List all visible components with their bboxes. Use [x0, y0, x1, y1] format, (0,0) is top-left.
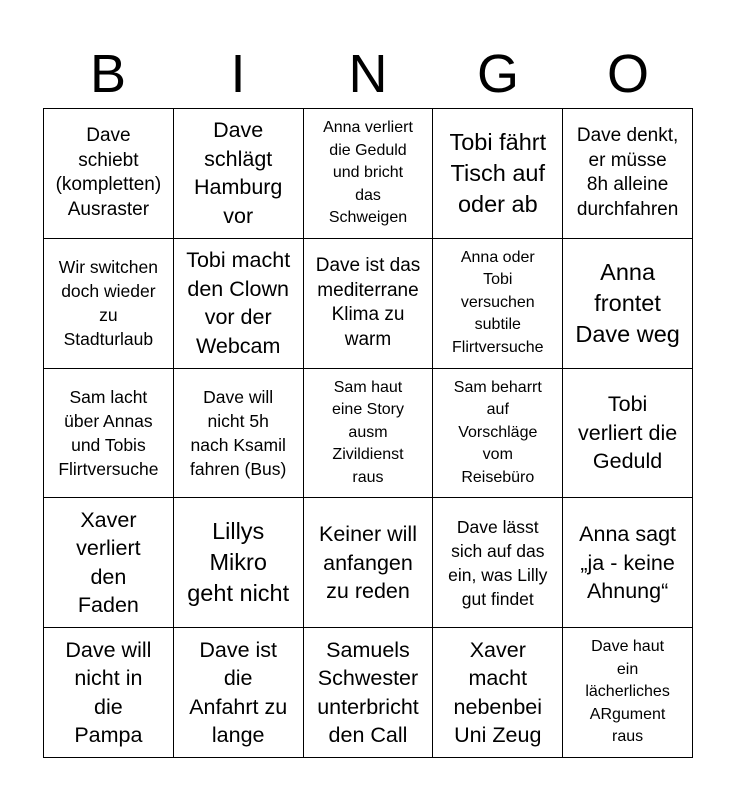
cell-text: Dave lässt sich auf das ein, was Lilly gut findet [448, 516, 548, 609]
cell-text: Sam haut eine Story ausm Zivildienst raus [331, 378, 405, 486]
cell-text: Anna verliert die Geduld und bricht das Schweigen [323, 119, 413, 227]
cell-text: Lillys Mikro geht nicht [187, 518, 290, 607]
bingo-cell[interactable] [304, 369, 434, 499]
cell-text: Dave denkt, er müsse 8h alleine durchfahren [576, 125, 679, 220]
bingo-cell[interactable] [433, 109, 563, 239]
cell-text: Dave haut ein lächerliches ARgument raus [585, 638, 670, 746]
bingo-cell[interactable] [174, 109, 304, 239]
cell-text: Dave schlägt Hamburg vor [193, 118, 283, 228]
cell-text: Anna oder Tobi versuchen subtile Flirtversuche [452, 248, 544, 356]
cell-text: Keiner will anfangen zu reden [319, 522, 417, 604]
bingo-cell[interactable] [433, 628, 563, 758]
bingo-cell[interactable] [174, 239, 304, 369]
cell-text: Samuels Schwester unterbricht den Call [317, 637, 419, 748]
header-letter-n: N [348, 44, 388, 104]
bingo-cell[interactable] [304, 628, 434, 758]
bingo-cell[interactable] [174, 498, 304, 628]
bingo-cell[interactable] [563, 239, 693, 369]
cell-text: Anna frontet Dave weg [575, 258, 680, 347]
cell-text: Wir switchen doch wieder zu Stadturlaub [58, 257, 158, 350]
bingo-cell[interactable] [563, 628, 693, 758]
cell-text: Dave ist die Anfahrt zu lange [189, 637, 288, 748]
bingo-cell[interactable] [44, 628, 174, 758]
bingo-cell[interactable] [44, 239, 174, 369]
header-letter-i: I [230, 44, 246, 104]
bingo-cell[interactable] [174, 628, 304, 758]
bingo-cell[interactable] [563, 369, 693, 499]
cell-text: Dave schiebt (kompletten) Ausraster [55, 125, 162, 220]
bingo-cell[interactable] [44, 369, 174, 499]
bingo-cell[interactable] [304, 498, 434, 628]
bingo-cell[interactable] [433, 369, 563, 499]
cell-text: Sam beharrt auf Vorschläge vom Reisebüro [453, 378, 542, 486]
bingo-board [43, 108, 693, 758]
header-letter-g: G [476, 44, 519, 104]
bingo-cell[interactable] [304, 109, 434, 239]
bingo-cell[interactable] [563, 498, 693, 628]
cell-text: Sam lacht über Annas und Tobis Flirtversuche [58, 386, 159, 479]
bingo-header [43, 40, 693, 108]
cell-text: Tobi fährt Tisch auf oder ab [449, 128, 547, 217]
cell-text: Xaver verliert den Faden [76, 507, 141, 618]
cell-text: Anna sagt „ja - keine Ahnung“ [579, 522, 676, 604]
bingo-cell[interactable] [44, 109, 174, 239]
cell-text: Xaver macht nebenbei Uni Zeug [453, 637, 543, 748]
bingo-cell[interactable] [563, 109, 693, 239]
cell-text: Tobi macht den Clown vor der Webcam [186, 248, 291, 358]
bingo-cell[interactable] [44, 498, 174, 628]
header-letter-o: O [606, 44, 649, 104]
cell-text: Dave ist das mediterrane Klima zu warm [315, 255, 421, 350]
cell-text: Tobi verliert die Geduld [578, 392, 678, 474]
cell-text: Dave will nicht 5h nach Ksamil fahren (Bus) [190, 386, 287, 479]
bingo-cell[interactable] [433, 239, 563, 369]
cell-text: Dave will nicht in die Pampa [65, 637, 152, 748]
header-letter-b: B [89, 44, 127, 104]
bingo-cell[interactable] [174, 369, 304, 499]
bingo-cell[interactable] [433, 498, 563, 628]
bingo-cell[interactable] [304, 239, 434, 369]
